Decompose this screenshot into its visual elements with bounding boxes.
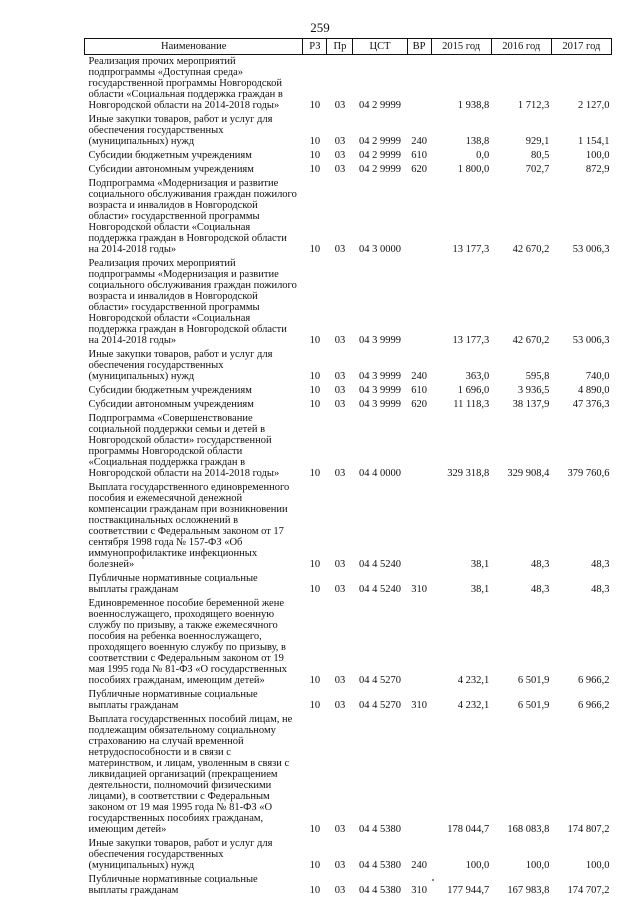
cell-name: Выплата государственных пособий лицам, не подлежащим обязательному социальному страхованию на случай временной нетрудоспособности и в связи с материнством, и лицам, уволенным в связи с ликвидацией организаций (прекращением деятельности, полномочий физическими лицами), в соответствии с Федеральным законом от 19 мая 1995 года № 81-ФЗ «О государственных пособиях гражданам, имеющим детей» — [88, 714, 293, 835]
cell-rz: 10 — [309, 700, 321, 711]
cell-name: Субсидии автономным учреждениям — [88, 164, 254, 175]
cell-cst: 04 2 9999 — [359, 164, 402, 175]
cell-y2017: 100,0 — [585, 860, 610, 871]
cell-name: Субсидии бюджетным учреждениям — [88, 150, 252, 161]
table-row — [85, 481, 612, 572]
cell-rz: 10 — [309, 468, 321, 479]
cell-name: Иные закупки товаров, работ и услуг для обеспечения государственных (муниципальных) нужд — [88, 838, 273, 871]
cell-vr: 610 — [411, 150, 427, 161]
cell-rz: 10 — [309, 885, 321, 896]
cell-vr: 240 — [411, 860, 427, 871]
cell-rz: 10 — [309, 164, 321, 175]
table-header-row — [85, 39, 612, 55]
cell-cst: 04 4 5240 — [359, 584, 402, 595]
cell-y2015: 4 232,1 — [457, 700, 490, 711]
cell-vr — [407, 55, 431, 114]
cell-y2015: 11 118,3 — [453, 399, 490, 410]
page-number: 259 — [310, 20, 330, 35]
cell-y2016: 3 936,5 — [517, 385, 550, 396]
table-row — [85, 837, 612, 873]
header-pr: Пр — [327, 39, 353, 55]
cell-y2016: 42 670,2 — [512, 335, 550, 346]
cell-name: Иные закупки товаров, работ и услуг для обеспечения государственных (муниципальных) нужд — [88, 349, 273, 382]
cell-y2015: 0,0 — [476, 150, 490, 161]
cell-y2017: 53 006,3 — [572, 335, 610, 346]
cell-rz: 10 — [309, 385, 321, 396]
cell-y2017: 48,3 — [591, 559, 610, 570]
table-row — [85, 257, 612, 348]
cell-vr — [407, 713, 431, 837]
cell-y2016: 1 712,3 — [517, 100, 550, 111]
cell-vr: 240 — [411, 136, 427, 147]
scan-speck — [432, 879, 434, 881]
table-row — [85, 572, 612, 597]
cell-vr: 620 — [411, 164, 427, 175]
cell-y2015: 4 232,1 — [457, 675, 490, 686]
cell-name: Субсидии бюджетным учреждениям — [88, 385, 252, 396]
header-2017: 2017 год — [551, 39, 611, 55]
cell-cst: 04 4 5240 — [359, 559, 402, 570]
cell-y2015: 1 800,0 — [457, 164, 490, 175]
cell-pr: 03 — [334, 335, 346, 346]
cell-pr: 03 — [334, 885, 346, 896]
cell-y2017: 1 154,1 — [578, 136, 610, 147]
cell-name: Реализация прочих мероприятий подпрограммы «Доступная среда» государственной программы Новгородской области «Социальная поддержка граждан в Новгородской области на 2014-2018 годы» — [88, 56, 283, 111]
cell-y2017: 740,0 — [585, 371, 610, 382]
cell-name: Публичные нормативные социальные выплаты гражданам — [88, 689, 258, 711]
cell-cst: 04 3 0000 — [359, 244, 402, 255]
cell-pr: 03 — [334, 385, 346, 396]
cell-name: Подпрограмма «Совершенствование социальной поддержки семьи и детей в Новгородской области» государственной программы Новгородской области «Социальная поддержка граждан в Новгородской области на 2014-2018 годы» — [88, 413, 280, 479]
cell-vr: 240 — [411, 371, 427, 382]
cell-cst: 04 3 9999 — [359, 371, 402, 382]
cell-cst: 04 4 5270 — [359, 700, 402, 711]
table-row — [85, 177, 612, 257]
cell-y2016: 48,3 — [530, 584, 550, 595]
cell-y2016: 38 137,9 — [512, 399, 550, 410]
table-row — [85, 384, 612, 398]
table-row — [85, 149, 612, 163]
cell-rz: 10 — [309, 399, 321, 410]
cell-y2017: 174 807,2 — [567, 824, 610, 835]
cell-cst: 04 3 9999 — [359, 385, 402, 396]
cell-y2015: 13 177,3 — [452, 335, 490, 346]
cell-y2017: 53 006,3 — [572, 244, 610, 255]
cell-y2016: 168 083,8 — [507, 824, 550, 835]
cell-cst: 04 4 5380 — [359, 860, 402, 871]
cell-vr — [407, 177, 431, 257]
cell-y2016: 929,1 — [525, 136, 550, 147]
cell-cst: 04 4 0000 — [359, 468, 402, 479]
cell-y2016: 329 908,4 — [507, 468, 550, 479]
cell-y2016: 6 501,9 — [517, 675, 550, 686]
cell-cst: 04 4 5270 — [359, 675, 402, 686]
cell-y2015: 1 938,8 — [457, 100, 490, 111]
cell-vr — [407, 481, 431, 572]
cell-name: Публичные нормативные социальные выплаты гражданам — [88, 874, 258, 896]
cell-cst: 04 2 9999 — [359, 100, 402, 111]
table-row — [85, 713, 612, 837]
cell-y2015: 178 044,7 — [447, 824, 490, 835]
cell-y2016: 80,5 — [530, 150, 550, 161]
cell-pr: 03 — [334, 860, 346, 871]
cell-name: Выплата государственного единовременного пособия и ежемесячной денежной компенсации гражданам при возникновении поствакцинальных осложнений в соответствии с Федеральным законом от 17 сентября 1998 года № 157-ФЗ «Об иммунопрофилактике инфекционных болезней» — [88, 482, 290, 570]
cell-rz: 10 — [309, 136, 321, 147]
cell-cst: 04 3 9999 — [359, 399, 402, 410]
header-vr: ВР — [407, 39, 431, 55]
cell-name: Единовременное пособие беременной жене военнослужащего, проходящего военную службу по призыву, а также ежемесячного пособия на ребенка военнослужащего, проходящего военную службу по призыву, в соответствии с Федеральным законом от 19 мая 1995 года № 81-ФЗ «О государственных пособиях гражданам, имеющим детей» — [88, 598, 287, 686]
header-2015: 2015 год — [431, 39, 491, 55]
cell-vr: 310 — [411, 885, 427, 896]
cell-y2017: 6 966,2 — [578, 675, 610, 686]
cell-pr: 03 — [334, 584, 346, 595]
cell-vr: 610 — [411, 385, 427, 396]
cell-name: Реализация прочих мероприятий подпрограммы «Модернизация и развитие социального обслуживания граждан пожилого возраста и инвалидов в Новгородской области» государственной программы Новгородской области «Социальная поддержка граждан в Новгородской области на 2014-2018 годы» — [88, 258, 297, 346]
cell-y2015: 13 177,3 — [452, 244, 490, 255]
cell-pr: 03 — [334, 675, 346, 686]
cell-pr: 03 — [334, 244, 346, 255]
table-row — [85, 113, 612, 149]
cell-rz: 10 — [309, 371, 321, 382]
cell-name: Субсидии автономным учреждениям — [88, 399, 254, 410]
table-row — [85, 412, 612, 481]
cell-pr: 03 — [334, 100, 346, 111]
table-row — [85, 873, 612, 898]
cell-vr — [407, 412, 431, 481]
cell-rz: 10 — [309, 559, 321, 570]
table-row — [85, 163, 612, 177]
table-row — [85, 688, 612, 713]
cell-y2016: 100,0 — [525, 860, 550, 871]
cell-y2017: 47 376,3 — [572, 399, 610, 410]
header-2016: 2016 год — [491, 39, 551, 55]
cell-y2017: 2 127,0 — [578, 100, 610, 111]
budget-table — [84, 38, 612, 898]
cell-name: Публичные нормативные социальные выплаты гражданам — [88, 573, 258, 595]
cell-y2015: 1 696,0 — [457, 385, 490, 396]
header-cst: ЦСТ — [353, 39, 407, 55]
cell-y2016: 42 670,2 — [512, 244, 550, 255]
cell-pr: 03 — [334, 371, 346, 382]
cell-rz: 10 — [309, 824, 321, 835]
cell-pr: 03 — [334, 399, 346, 410]
cell-rz: 10 — [309, 584, 321, 595]
cell-cst: 04 3 9999 — [359, 335, 402, 346]
cell-vr: 310 — [411, 700, 427, 711]
cell-rz: 10 — [309, 244, 321, 255]
cell-vr — [407, 257, 431, 348]
cell-rz: 10 — [309, 335, 321, 346]
cell-rz: 10 — [309, 860, 321, 871]
cell-y2017: 174 707,2 — [567, 885, 610, 896]
cell-name: Иные закупки товаров, работ и услуг для обеспечения государственных (муниципальных) нужд — [88, 114, 273, 147]
cell-cst: 04 4 5380 — [359, 885, 402, 896]
table-row — [85, 597, 612, 688]
cell-pr: 03 — [334, 700, 346, 711]
cell-y2015: 329 318,8 — [447, 468, 490, 479]
table-row — [85, 55, 612, 114]
cell-y2017: 48,3 — [591, 584, 610, 595]
cell-name: Подпрограмма «Модернизация и развитие социального обслуживания граждан пожилого возраста и инвалидов в Новгородской области» государственной программы Новгородской области «Социальная поддержка граждан в Новгородской области на 2014-2018 годы» — [88, 178, 297, 255]
cell-y2017: 6 966,2 — [578, 700, 610, 711]
cell-y2015: 38,1 — [470, 559, 490, 570]
cell-y2016: 48,3 — [530, 559, 550, 570]
cell-y2016: 167 983,8 — [507, 885, 550, 896]
cell-vr: 620 — [411, 399, 427, 410]
cell-rz: 10 — [309, 150, 321, 161]
cell-rz: 10 — [309, 675, 321, 686]
cell-pr: 03 — [334, 824, 346, 835]
cell-pr: 03 — [334, 559, 346, 570]
cell-y2016: 595,8 — [525, 371, 550, 382]
cell-y2017: 872,9 — [585, 164, 610, 175]
header-name: Наименование — [85, 39, 303, 55]
table-row — [85, 398, 612, 412]
table-body — [85, 55, 612, 899]
cell-cst: 04 4 5380 — [359, 824, 402, 835]
cell-vr — [407, 597, 431, 688]
cell-vr: 310 — [411, 584, 427, 595]
cell-y2015: 38,1 — [470, 584, 490, 595]
table-row — [85, 348, 612, 384]
header-rz: РЗ — [303, 39, 327, 55]
cell-cst: 04 2 9999 — [359, 136, 402, 147]
cell-y2016: 6 501,9 — [517, 700, 550, 711]
cell-y2017: 379 760,6 — [567, 468, 610, 479]
cell-y2015: 100,0 — [465, 860, 490, 871]
cell-y2017: 4 890,0 — [578, 385, 610, 396]
cell-cst: 04 2 9999 — [359, 150, 402, 161]
cell-pr: 03 — [334, 150, 346, 161]
cell-pr: 03 — [334, 164, 346, 175]
cell-rz: 10 — [309, 100, 321, 111]
cell-y2017: 100,0 — [585, 150, 610, 161]
cell-y2015: 363,0 — [465, 371, 490, 382]
cell-pr: 03 — [334, 468, 346, 479]
cell-y2016: 702,7 — [525, 164, 550, 175]
cell-y2015: 138,8 — [465, 136, 490, 147]
cell-pr: 03 — [334, 136, 346, 147]
cell-y2015: 177 944,7 — [447, 885, 490, 896]
